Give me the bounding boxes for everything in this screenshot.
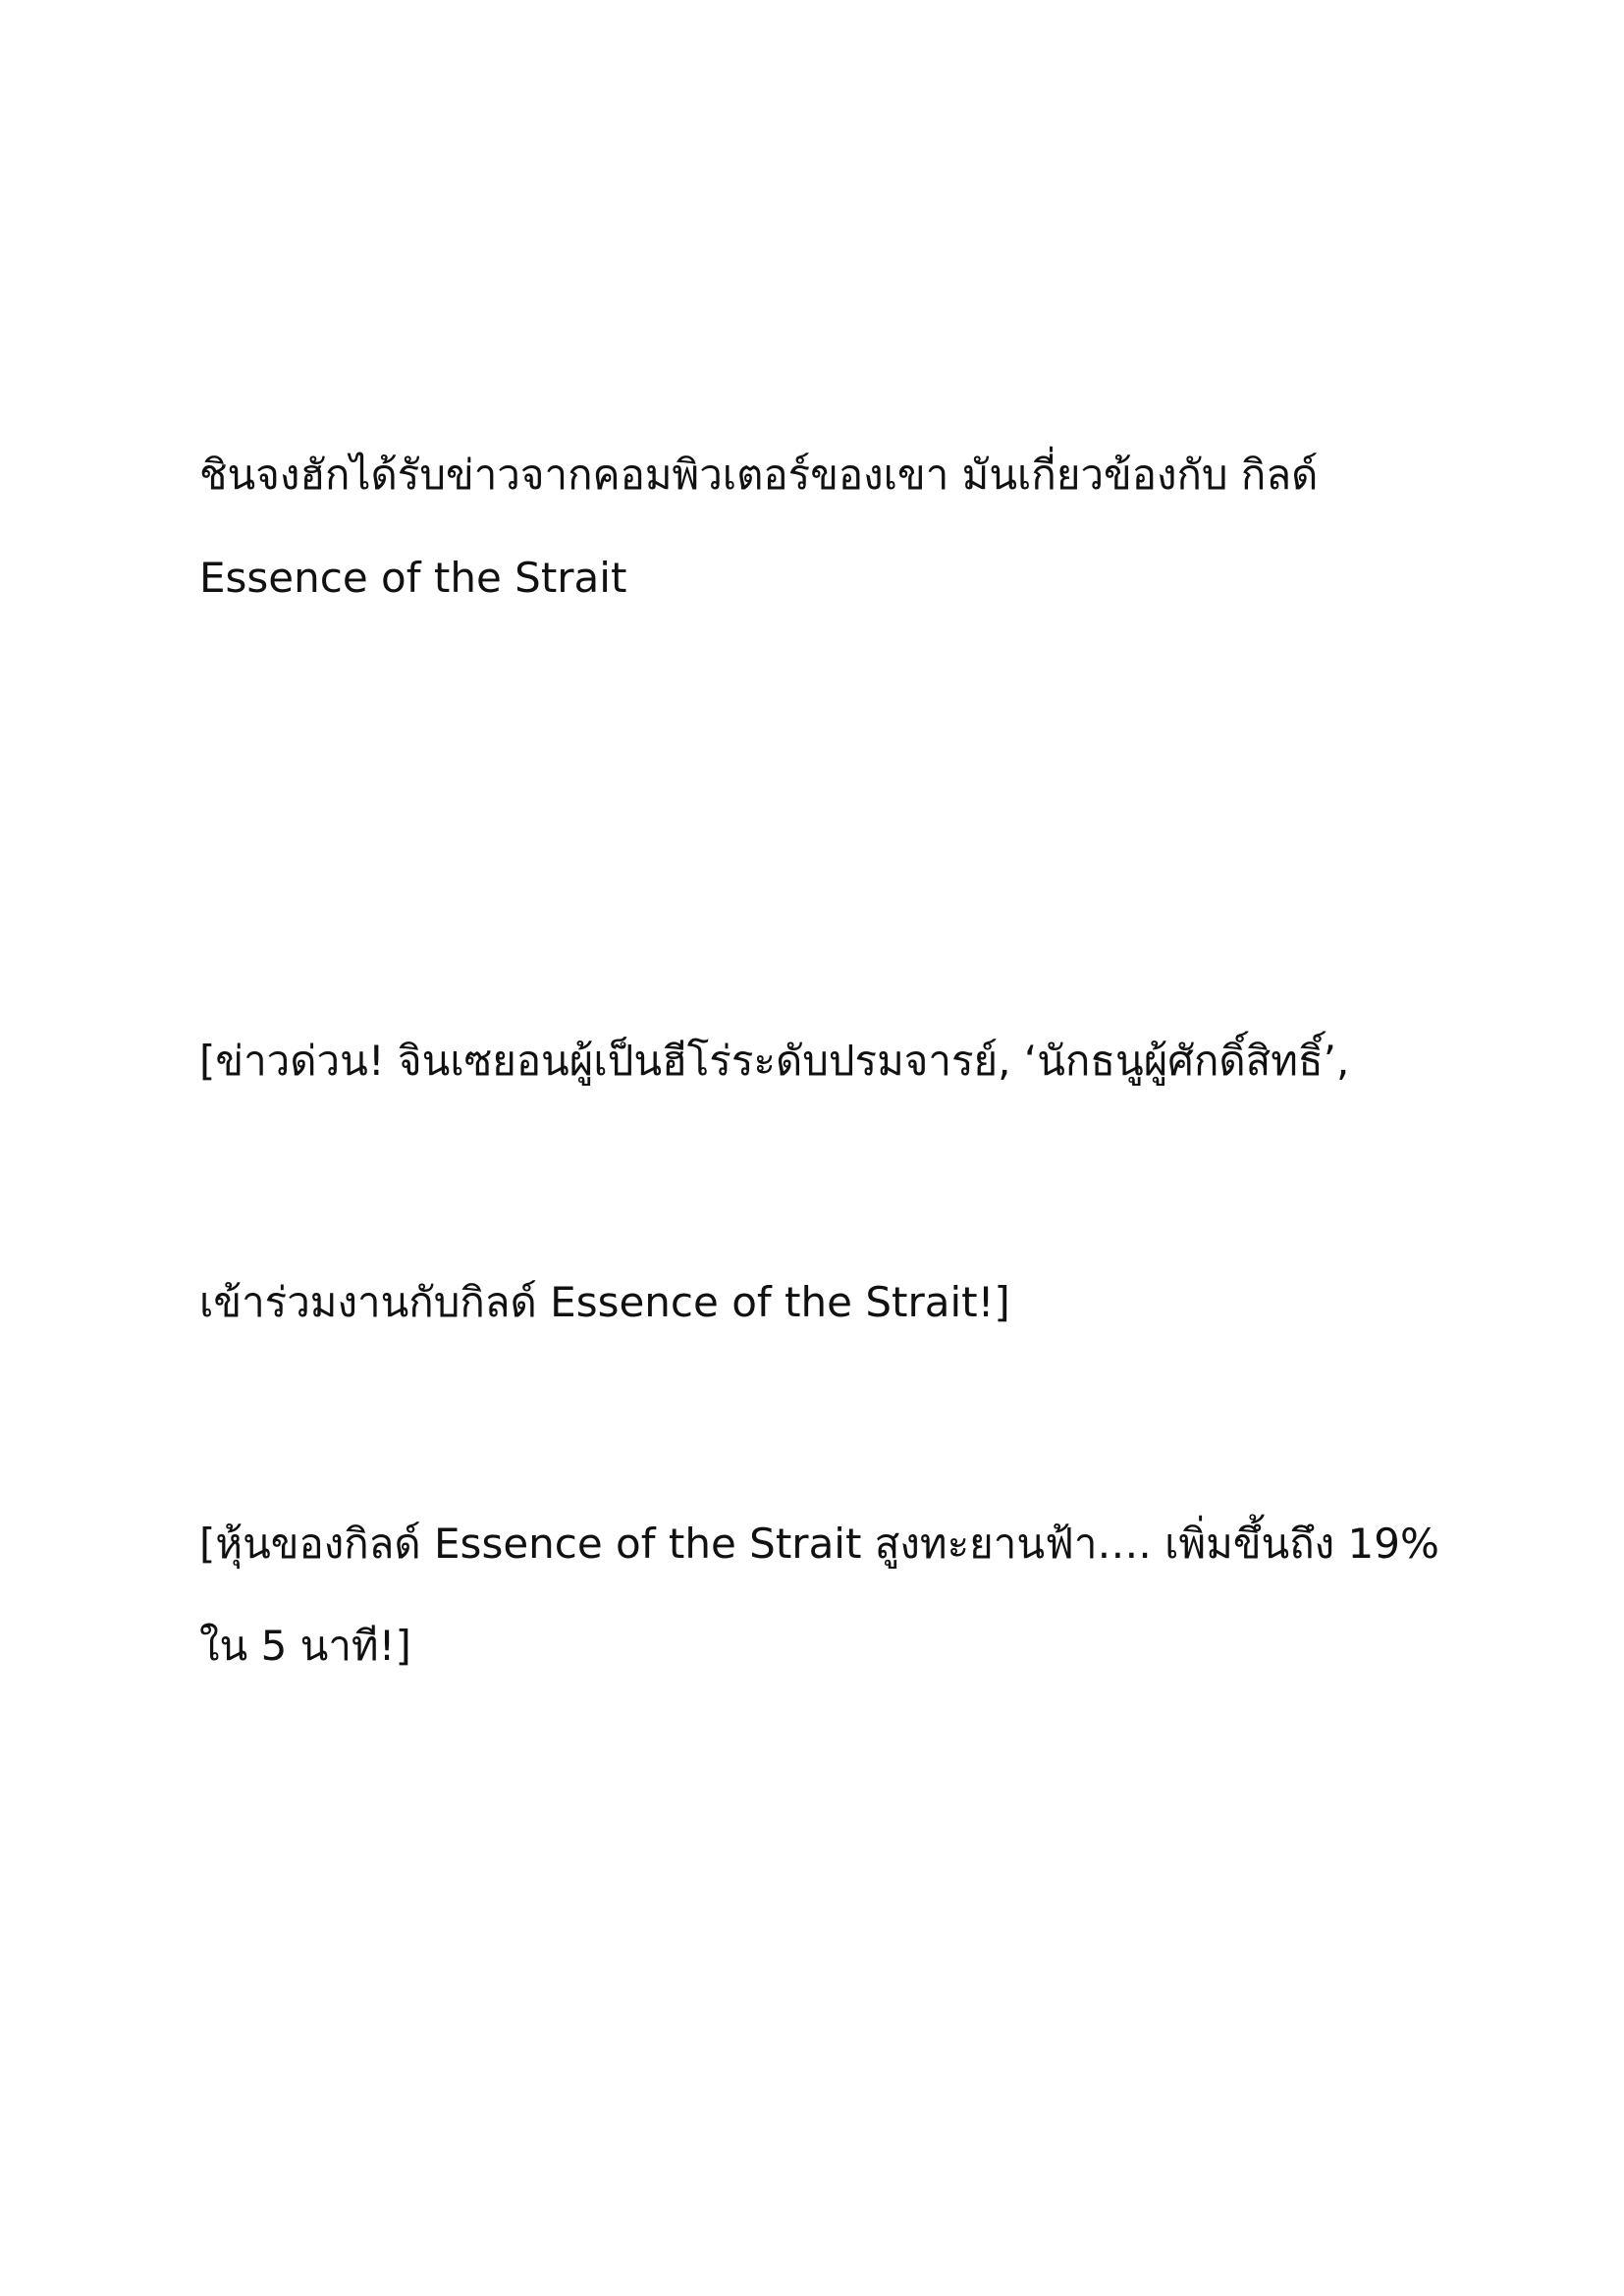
paragraph-2-line-1: [ข่าวด่วน! จินเซยอนผู้เป็นฮีโร่ระดับปรมจารย์, ‘นักธนูผู้ศักดิ์สิทธิ์’, xyxy=(199,1037,1350,1085)
paragraph-4-line-2: ใน 5 นาที!] xyxy=(199,1622,411,1670)
paragraph-1-line-2: Essence of the Strait xyxy=(199,554,627,602)
paragraph-1-line-1: ชินจงฮักได้รับข่าวจากคอมพิวเตอร์ของเขา มันเกี่ยวข้องกับ กิลด์ xyxy=(199,451,1319,499)
paragraph-3-line-1: เข้าร่วมงานกับกิลด์ Essence of the Strait!] xyxy=(199,1278,1010,1326)
paragraph-4-line-1: [หุ้นของกิลด์ Essence of the Strait สูงทะยานฟ้า…. เพิ่มขึ้นถึง 19% xyxy=(199,1520,1439,1568)
